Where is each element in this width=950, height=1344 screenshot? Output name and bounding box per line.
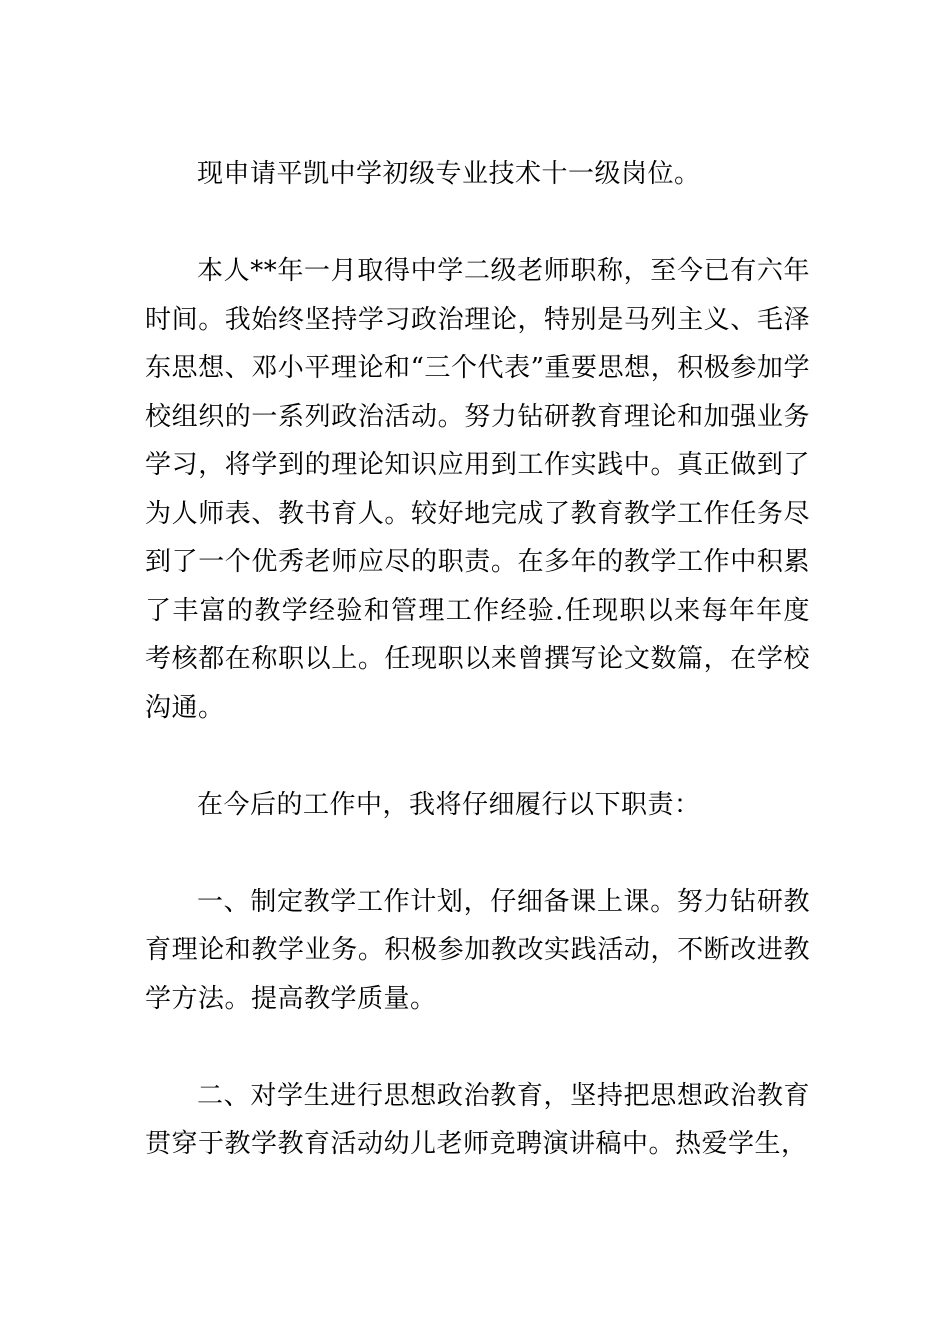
paragraph-background: 本人**年一月取得中学二级老师职称，至今已有六年时间。我始终坚持学习政治理论，特别是马列主义、毛泽东思想、邓小平理论和“三个代表”重要思想，积极参加学校组织的一系列政治活动。努力钻研教育理论和加强业务学习，将学到的理论知识应用到工作实践中。真正做到了为人师表、教书育人。较好地完成了教育教学工作任务尽到了一个优秀老师应尽的职责。在多年的教学工作中积累了丰富的教学经验和管理工作经验.任现职以来每年年度考核都在称职以上。任现职以来曾撰写论文数篇，在学校沟通。 [145,256,810,723]
paragraph-duty-one: 一、制定教学工作计划，仔细备课上课。努力钻研教育理论和教学业务。积极参加教改实践活动，不断改进教学方法。提高教学质量。 [145,886,810,1014]
paragraph-duties-intro: 在今后的工作中，我将仔细履行以下职责： [197,789,701,820]
paragraph-application: 现申请平凯中学初级专业技术十一级岗位。 [197,159,701,189]
paragraph-duty-two: 二、对学生进行思想政治教育，坚持把思想政治教育贯穿于教学教育活动幼儿老师竞聘演讲稿中。热爱学生， [145,1080,810,1159]
document-page [145,150,810,1169]
